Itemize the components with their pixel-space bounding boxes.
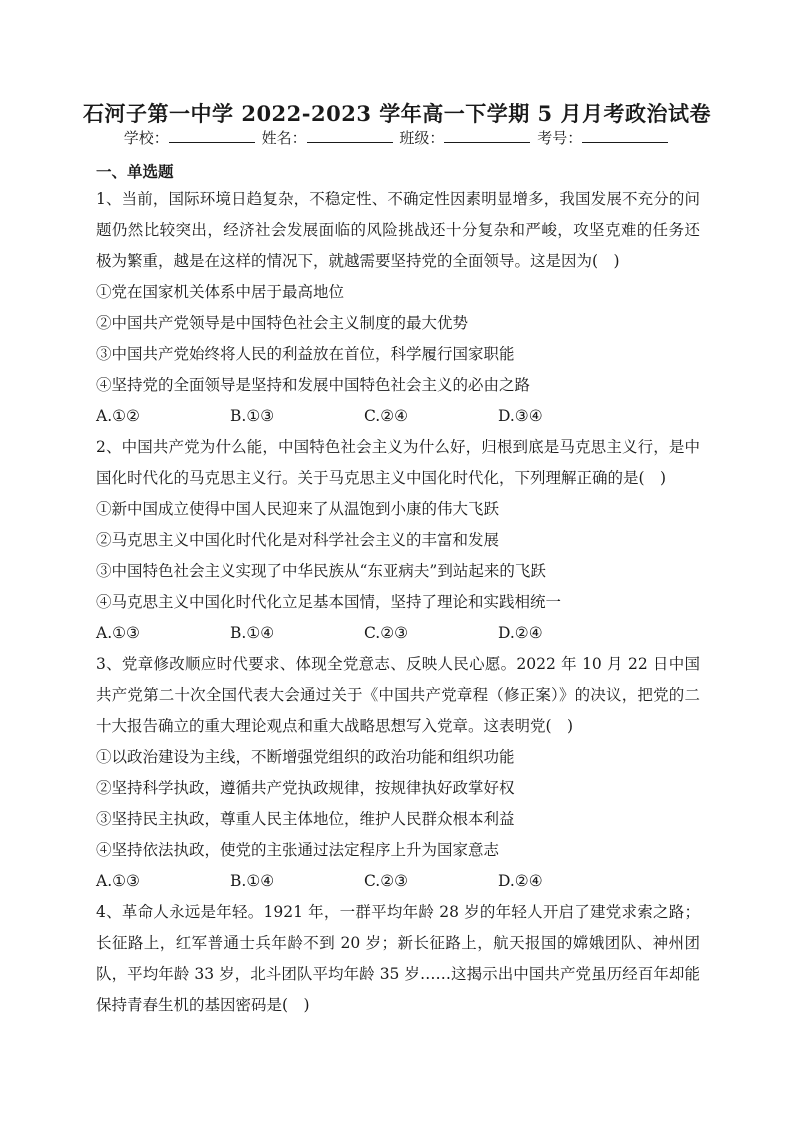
statement-item: ①新中国成立使得中国人民迎来了从温饱到小康的伟大飞跃 (96, 500, 500, 518)
exam-content (96, 160, 700, 1021)
exam-number-blank[interactable] (582, 129, 668, 143)
choice-a[interactable]: A.①③ (96, 624, 140, 642)
student-info-line (0, 127, 794, 148)
question-1 (96, 184, 700, 432)
statement-item: ①以政治建设为主线，不断增强党组织的政治功能和组织功能 (96, 748, 515, 766)
school-label: 学校： (123, 129, 169, 147)
choice-b[interactable]: B.①④ (230, 872, 275, 890)
choice-c[interactable]: C.②③ (364, 624, 409, 642)
statement-item: ③中国特色社会主义实现了中华民族从“东亚病夫”到站起来的飞跃 (96, 562, 546, 580)
choice-c[interactable]: C.②③ (364, 872, 409, 890)
choice-a[interactable]: A.①③ (96, 872, 140, 890)
class-blank[interactable] (444, 129, 530, 143)
question-3 (96, 649, 700, 897)
question-stem: 4、革命人永远是年轻。1921 年，一群平均年龄 28 岁的年轻人开启了建党求索之路；长征路上，红军普通士兵年龄不到 20 岁；新长征路上，航天报国的嫦娥团队、神州团队，平均年龄 33 岁，北斗团队平均年龄 35 岁……这揭示出中国共产党虽历经百年却能保持青春生机的基因密码是( ) (96, 903, 700, 1014)
statement-item: ④坚持党的全面领导是坚持和发展中国特色社会主义的必由之路 (96, 376, 531, 394)
answer-choices (96, 618, 700, 649)
statement-item: ③中国共产党始终将人民的利益放在首位，科学履行国家职能 (96, 345, 515, 363)
exam-title: 石河子第一中学 2022-2023 学年高一下学期 5 月月考政治试卷 (83, 101, 711, 126)
statement-item: ①党在国家机关体系中居于最高地位 (96, 283, 345, 301)
school-blank[interactable] (169, 129, 255, 143)
choice-d[interactable]: D.②④ (498, 872, 543, 890)
choice-d[interactable]: D.③④ (498, 407, 543, 425)
statement-item: ③坚持民主执政，尊重人民主体地位，维护人民群众根本利益 (96, 810, 515, 828)
statement-item: ④马克思主义中国化时代化立足基本国情，坚持了理论和实践相统一 (96, 593, 562, 611)
choice-b[interactable]: B.①③ (230, 407, 275, 425)
answer-choices (96, 401, 700, 432)
exam-number-label: 考号： (537, 129, 583, 147)
class-label: 班级： (399, 129, 445, 147)
choice-d[interactable]: D.②④ (498, 624, 543, 642)
question-2 (96, 432, 700, 649)
choice-a[interactable]: A.①② (96, 407, 140, 425)
choice-c[interactable]: C.②④ (364, 407, 409, 425)
question-stem: 1、当前，国际环境日趋复杂，不稳定性、不确定性因素明显增多，我国发展不充分的问题仍然比较突出，经济社会发展面临的风险挑战还十分复杂和严峻，攻坚克难的任务还极为繁重，越是在这样的情况下，就越需要坚持党的全面领导。这是因为( ) (96, 190, 700, 270)
choice-b[interactable]: B.①④ (230, 624, 275, 642)
section-heading: 一、单选题 (96, 162, 174, 181)
statement-item: ②马克思主义中国化时代化是对科学社会主义的丰富和发展 (96, 531, 500, 549)
statement-item: ②中国共产党领导是中国特色社会主义制度的最大优势 (96, 314, 469, 332)
statement-item: ②坚持科学执政，遵循共产党执政规律，按规律执好政掌好权 (96, 779, 515, 797)
question-stem: 2、中国共产党为什么能，中国特色社会主义为什么好，归根到底是马克思主义行，是中国化时代化的马克思主义行。关于马克思主义中国化时代化，下列理解正确的是( ) (96, 438, 700, 487)
question-stem: 3、党章修改顺应时代要求、体现全党意志、反映人民心愿。2022 年 10 月 22 日中国共产党第二十次全国代表大会通过关于《中国共产党章程（修正案）》的决议，把党的二十大报告确立的重大理论观点和重大战略思想写入党章。这表明党( ) (96, 655, 700, 735)
name-blank[interactable] (307, 129, 393, 143)
question-4 (96, 897, 700, 1021)
answer-choices (96, 866, 700, 897)
statement-item: ④坚持依法执政，使党的主张通过法定程序上升为国家意志 (96, 841, 500, 859)
name-label: 姓名： (261, 129, 307, 147)
